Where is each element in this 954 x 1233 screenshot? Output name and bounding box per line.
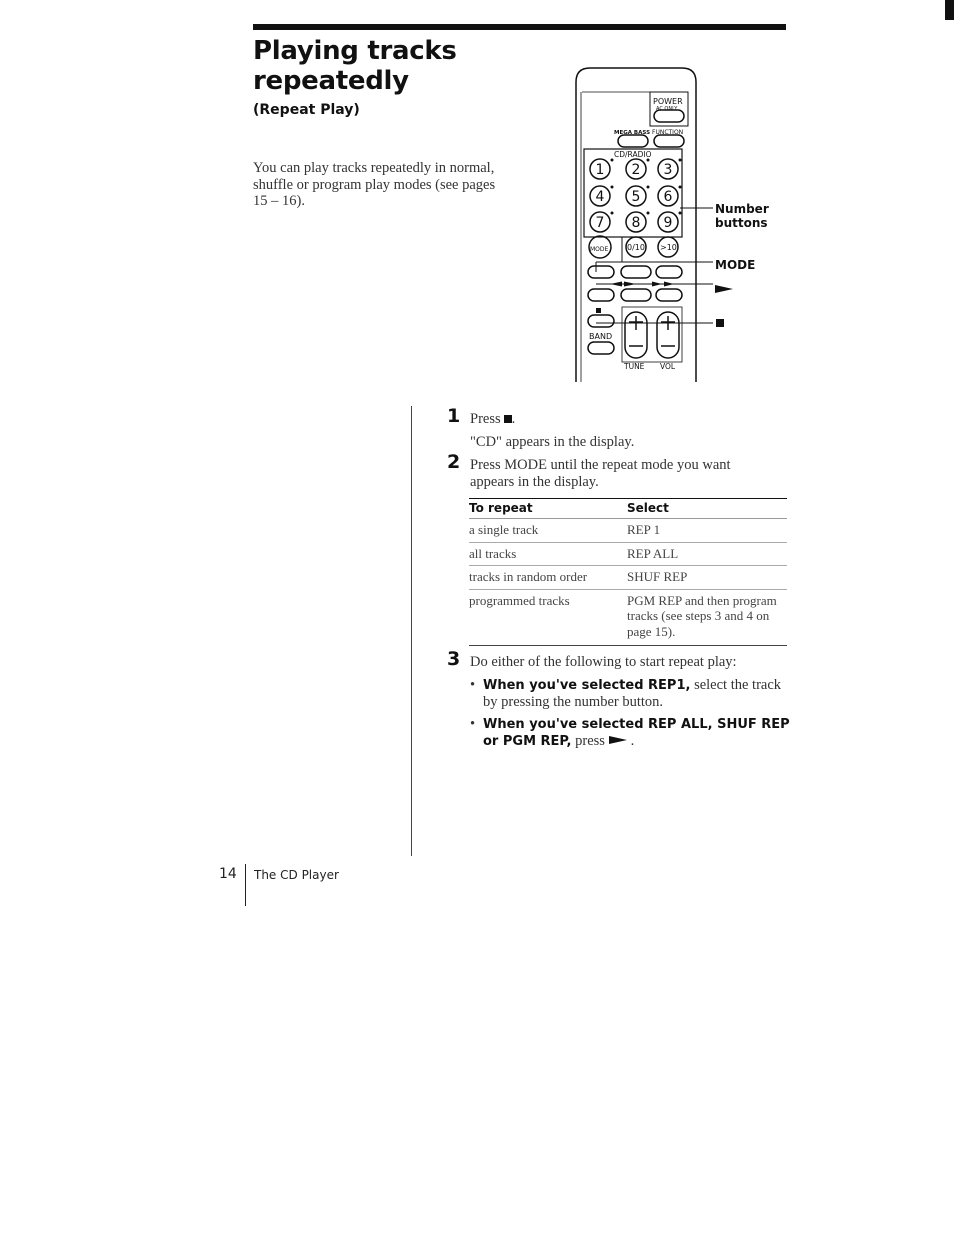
mega-bass-button bbox=[618, 135, 648, 147]
heading-rule bbox=[253, 24, 786, 30]
table-cell: REP 1 bbox=[627, 519, 787, 543]
page-number: 14 bbox=[219, 866, 237, 882]
function-button bbox=[654, 135, 684, 147]
digit-dot bbox=[647, 186, 650, 189]
step-1-note: "CD" appears in the display. bbox=[470, 434, 635, 450]
stop-icon bbox=[504, 415, 512, 423]
table-cell: tracks in random order bbox=[469, 566, 627, 590]
digit-dot bbox=[679, 159, 682, 162]
play-callout-icon bbox=[715, 279, 733, 298]
bullet-rep-all: • When you've selected REP ALL, SHUF REP or PGM REP, press . bbox=[470, 716, 790, 749]
step-2-text: Press MODE until the repeat mode you want appears in the display. bbox=[470, 457, 731, 490]
table-row bbox=[469, 519, 787, 543]
digit-dot bbox=[611, 186, 614, 189]
header-to-repeat: To repeat bbox=[469, 499, 627, 519]
digit-label-5: 5 bbox=[631, 189, 641, 205]
repeat-mode-table bbox=[469, 498, 787, 646]
digit-label-6: 6 bbox=[663, 189, 673, 205]
mega-bass-label: MEGA BASS bbox=[614, 130, 651, 136]
table-row bbox=[469, 542, 787, 566]
table-cell: PGM REP and then program tracks (see steps 3 and 4 on page 15). bbox=[627, 589, 787, 646]
digit-dot bbox=[611, 212, 614, 215]
step-3-number: 3 bbox=[447, 648, 461, 670]
table-header-row bbox=[469, 499, 787, 519]
intro-paragraph: You can play tracks repeatedly in normal, shuffle or program play modes (see pages 15 – 16). bbox=[253, 160, 496, 209]
digit-label-1: 1 bbox=[595, 162, 605, 178]
mode-callout: MODE bbox=[715, 258, 756, 272]
play-icon bbox=[609, 736, 627, 744]
band-button bbox=[588, 342, 614, 354]
column-divider bbox=[411, 406, 412, 856]
stop-callout-icon bbox=[716, 319, 724, 327]
bullet-rep1: • When you've selected REP1, select the track by pressing the number button. bbox=[470, 677, 782, 710]
zero-ten-label: 0/10 bbox=[627, 243, 645, 252]
digit-label-2: 2 bbox=[631, 162, 641, 178]
digit-label-7: 7 bbox=[595, 215, 605, 231]
table-cell: SHUF REP bbox=[627, 566, 787, 590]
power-label: POWER bbox=[653, 97, 683, 106]
header-select: Select bbox=[627, 499, 787, 519]
digit-label-4: 4 bbox=[595, 189, 605, 205]
table-cell: all tracks bbox=[469, 542, 627, 566]
page-title: Playing tracks repeatedly bbox=[253, 36, 457, 96]
step-2-number: 2 bbox=[447, 451, 461, 473]
footer-divider bbox=[245, 864, 246, 906]
function-label: FUNCTION bbox=[652, 129, 684, 136]
gt-ten-label: >10 bbox=[660, 243, 677, 252]
vol-label: VOL bbox=[660, 362, 676, 371]
step-1-text: Press . bbox=[470, 411, 516, 427]
step-3-text: Do either of the following to start repeat play: bbox=[470, 654, 737, 670]
table-row bbox=[469, 589, 787, 646]
digit-label-9: 9 bbox=[663, 215, 673, 231]
tune-label: TUNE bbox=[624, 362, 645, 371]
page-edge-tab bbox=[945, 0, 954, 20]
digit-label-3: 3 bbox=[663, 162, 673, 178]
band-label: BAND bbox=[589, 332, 613, 341]
table-cell: a single track bbox=[469, 519, 627, 543]
table-cell: REP ALL bbox=[627, 542, 787, 566]
ac-only-label: AC ONLY bbox=[656, 106, 678, 112]
footer-section: The CD Player bbox=[254, 868, 339, 882]
table-row bbox=[469, 566, 787, 590]
digit-dot bbox=[647, 212, 650, 215]
step-1-number: 1 bbox=[447, 405, 461, 427]
digit-label-8: 8 bbox=[631, 215, 641, 231]
mode-button-label: MODE bbox=[590, 246, 609, 253]
table-cell: programmed tracks bbox=[469, 589, 627, 646]
digit-dot bbox=[679, 186, 682, 189]
digit-dot bbox=[679, 212, 682, 215]
page-subtitle: (Repeat Play) bbox=[253, 102, 360, 118]
cd-radio-label: CD/RADIO bbox=[614, 150, 652, 159]
number-buttons-callout: Number buttons bbox=[715, 202, 769, 230]
